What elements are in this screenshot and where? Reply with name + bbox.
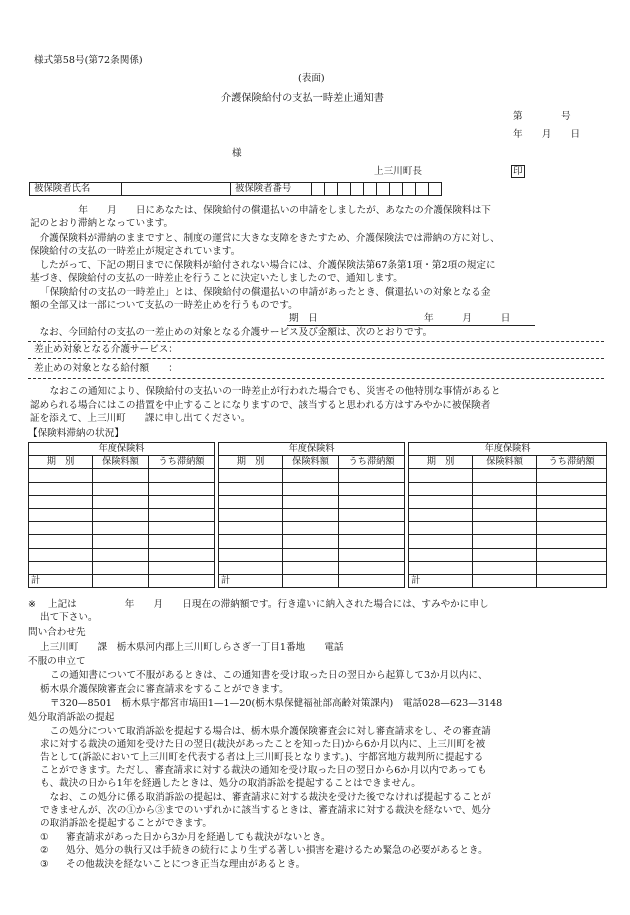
list-item-number: ① bbox=[40, 832, 49, 843]
prefecture-address: 〒320—8501 栃木県宇都宮市塙田1—1—20(栃木県保健福祉部高齢対策課内) 電話028—623—3148 bbox=[50, 698, 503, 709]
arrears-table bbox=[28, 442, 607, 588]
suit-text: この処分について取消訴訟を提起する場合は、栃木県介護保険審査会に対し審査請求をし、その審査請 bbox=[40, 726, 491, 737]
suit-text: 求に対する裁決の通知を受けた日の翌日(裁決があったことを知った日)から6か月以内に、上三川町を被 bbox=[40, 739, 486, 750]
suit-text: も、裁決の日から1年を経過したときは、処分の取消訴訟を提起することはできません。 bbox=[40, 778, 421, 789]
list-item-number: ③ bbox=[40, 859, 49, 870]
insured-number-digit bbox=[416, 183, 429, 196]
table-row bbox=[29, 508, 607, 521]
period-column-header: 期 別 bbox=[29, 456, 93, 469]
fiscal-year-header: 年度保険料 bbox=[29, 443, 215, 456]
insured-number-digit bbox=[403, 183, 416, 196]
body-paragraph-3-cont: 基づき、保険給付の支払の一時差止を行うことに決定いたしましたので、通知します。 bbox=[30, 273, 403, 284]
period-column-header: 期 別 bbox=[409, 456, 473, 469]
table-row bbox=[29, 482, 607, 495]
insured-number-digit bbox=[325, 183, 338, 196]
issue-date: 年 月 日 bbox=[513, 129, 581, 140]
fiscal-year-header: 年度保険料 bbox=[219, 443, 405, 456]
list-item: 審査請求があった日から3か月を経過しても裁決がないとき。 bbox=[66, 832, 331, 843]
body-paragraph-1-cont: 記のとおり滞納となっています。 bbox=[30, 218, 174, 229]
body-paragraph-4-cont: 額の全部又は一部について支払の一時差止めを行うものです。 bbox=[30, 300, 298, 311]
insured-name-field bbox=[122, 183, 231, 196]
suit-text: できませんが、次の①から③までのいずれかに該当するときは、審査請求に対する裁決を経ないで、処分 bbox=[40, 805, 491, 816]
suit-text: 告として(訴訟において上三川町を代表する者は上三川町長となります。)、宇都宮地方裁判所に提起する bbox=[40, 752, 484, 763]
table-row bbox=[29, 548, 607, 561]
table-row bbox=[29, 535, 607, 548]
suit-text: ことができます。ただし、審査請求に対する裁決の通知を受け取った日の翌日から6か月以内であっても bbox=[40, 765, 487, 776]
recipient-honorific: 様 bbox=[232, 148, 242, 159]
table-row bbox=[29, 469, 607, 482]
body-paragraph-6-end: 証を添えて、上三川町 課に申し出てください。 bbox=[30, 413, 251, 424]
document-number: 第 号 bbox=[513, 111, 571, 122]
suit-title: 処分取消訴訟の提起 bbox=[28, 712, 115, 723]
suspended-service-label: 差止め対象となる介護サービス： bbox=[34, 344, 178, 355]
list-item: 処分、処分の執行又は手続きの続行により生ずる著しい損害を避けるため緊急の必要があるとき。 bbox=[66, 845, 488, 856]
objection-title: 不服の申立て bbox=[28, 656, 86, 667]
contact-line: 上三川町 課 栃木県河内郡上三川町しらさぎ一丁目1番地 電話 bbox=[40, 642, 344, 653]
premium-column-header: 保険料額 bbox=[283, 456, 339, 469]
seal-mark: 印 bbox=[513, 166, 523, 177]
body-paragraph-3: したがって、下記の期日までに保険料が給付されない場合には、介護保険法第67条第1項・第2項の規定に bbox=[30, 260, 496, 271]
body-paragraph-1: 年 月 日にあなたは、保険給付の償還払いの申請をしましたが、あなたの介護保険料は下 bbox=[40, 205, 491, 216]
body-paragraph-5: なお、今回給付の支払の一差止めの対象となる介護サービス及び金額は、次のとおりです。 bbox=[30, 327, 433, 338]
insured-info-table bbox=[29, 182, 442, 196]
note-text-cont: 出て下さい。 bbox=[40, 612, 98, 623]
table-row bbox=[29, 561, 607, 574]
suspended-amount-label: 差止めの対象となる給付額 ： bbox=[34, 363, 178, 374]
fiscal-year-header: 年度保険料 bbox=[409, 443, 607, 456]
service-box-bottom bbox=[28, 378, 604, 379]
objection-text: この通知書について不服があるときは、この通知書を受け取った日の翌日から起算して3か月以内に、 bbox=[50, 670, 488, 681]
note-text: 上記は 年 月 日現在の滞納額です。行き違いに納入された場合には、すみやかに申し bbox=[48, 599, 489, 610]
table-row bbox=[29, 522, 607, 535]
issuer-name: 上三川町長 bbox=[374, 166, 422, 177]
arrears-column-header: うち滞納額 bbox=[537, 456, 607, 469]
suit-text: なお、この処分に係る取消訴訟の提起は、審査請求に対する裁決を受けた後でなければ提起することが bbox=[40, 792, 491, 803]
body-paragraph-6: なおこの通知により、保険給付の支払いの一時差止が行われた場合でも、災害その他特別な事情があると bbox=[40, 386, 501, 397]
premium-column-header: 保険料額 bbox=[473, 456, 537, 469]
table-row bbox=[29, 495, 607, 508]
note-mark: ※ bbox=[28, 599, 37, 610]
insured-number-digit bbox=[312, 183, 325, 196]
contact-title: 問い合わせ先 bbox=[28, 627, 86, 638]
insured-number-digit bbox=[377, 183, 390, 196]
insured-number-digit bbox=[364, 183, 377, 196]
list-item: その他裁決を経ないことにつき正当な理由があるとき。 bbox=[66, 859, 306, 870]
list-item-number: ② bbox=[40, 845, 49, 856]
body-paragraph-2-cont: 保険給付の支払の一時差止が規定されています。 bbox=[30, 246, 241, 257]
body-paragraph-2: 介護保険料が滞納のままですと、制度の運営に大きな支障をきたすため、介護保険法では滞納の方に対し、 bbox=[30, 233, 500, 244]
objection-text-cont: 栃木県介護保険審査会に審査請求をすることができます。 bbox=[40, 684, 289, 695]
insured-number-digit bbox=[351, 183, 364, 196]
insured-name-label: 被保険者氏名 bbox=[30, 183, 122, 196]
premium-column-header: 保険料額 bbox=[93, 456, 149, 469]
total-label: 計 bbox=[219, 574, 283, 587]
form-number: 様式第58号(第72条関係) bbox=[34, 55, 143, 66]
suit-text: の取消訴訟を提起することができます。 bbox=[40, 818, 212, 829]
deadline-label: 期 日 bbox=[289, 313, 318, 324]
insured-number-digit bbox=[338, 183, 351, 196]
side-label: (表面) bbox=[298, 73, 325, 84]
service-box-top bbox=[28, 341, 604, 342]
insured-number-label: 被保険者番号 bbox=[231, 183, 312, 196]
arrears-column-header: うち滞納額 bbox=[149, 456, 215, 469]
total-label: 計 bbox=[29, 574, 93, 587]
arrears-section-title: 【保険料滞納の状況】 bbox=[28, 428, 124, 439]
insured-number-digit bbox=[429, 183, 442, 196]
total-label: 計 bbox=[409, 574, 473, 587]
arrears-column-header: うち滞納額 bbox=[339, 456, 405, 469]
service-box-divider bbox=[28, 358, 604, 359]
deadline-underline bbox=[287, 325, 535, 326]
period-column-header: 期 別 bbox=[219, 456, 283, 469]
document-title: 介護保険給付の支払一時差止通知書 bbox=[221, 93, 384, 104]
insured-number-digit bbox=[390, 183, 403, 196]
deadline-date: 年 月 日 bbox=[424, 313, 511, 324]
body-paragraph-4: 「保険給付の支払の一時差止」とは、保険給付の償還払いの申請があったとき、償還払いの対象となる金 bbox=[40, 287, 491, 298]
body-paragraph-6-cont: 認められる場合にはこの措置を中止することになりますので、該当すると思われる方はすみやかに被保険者 bbox=[30, 400, 491, 411]
